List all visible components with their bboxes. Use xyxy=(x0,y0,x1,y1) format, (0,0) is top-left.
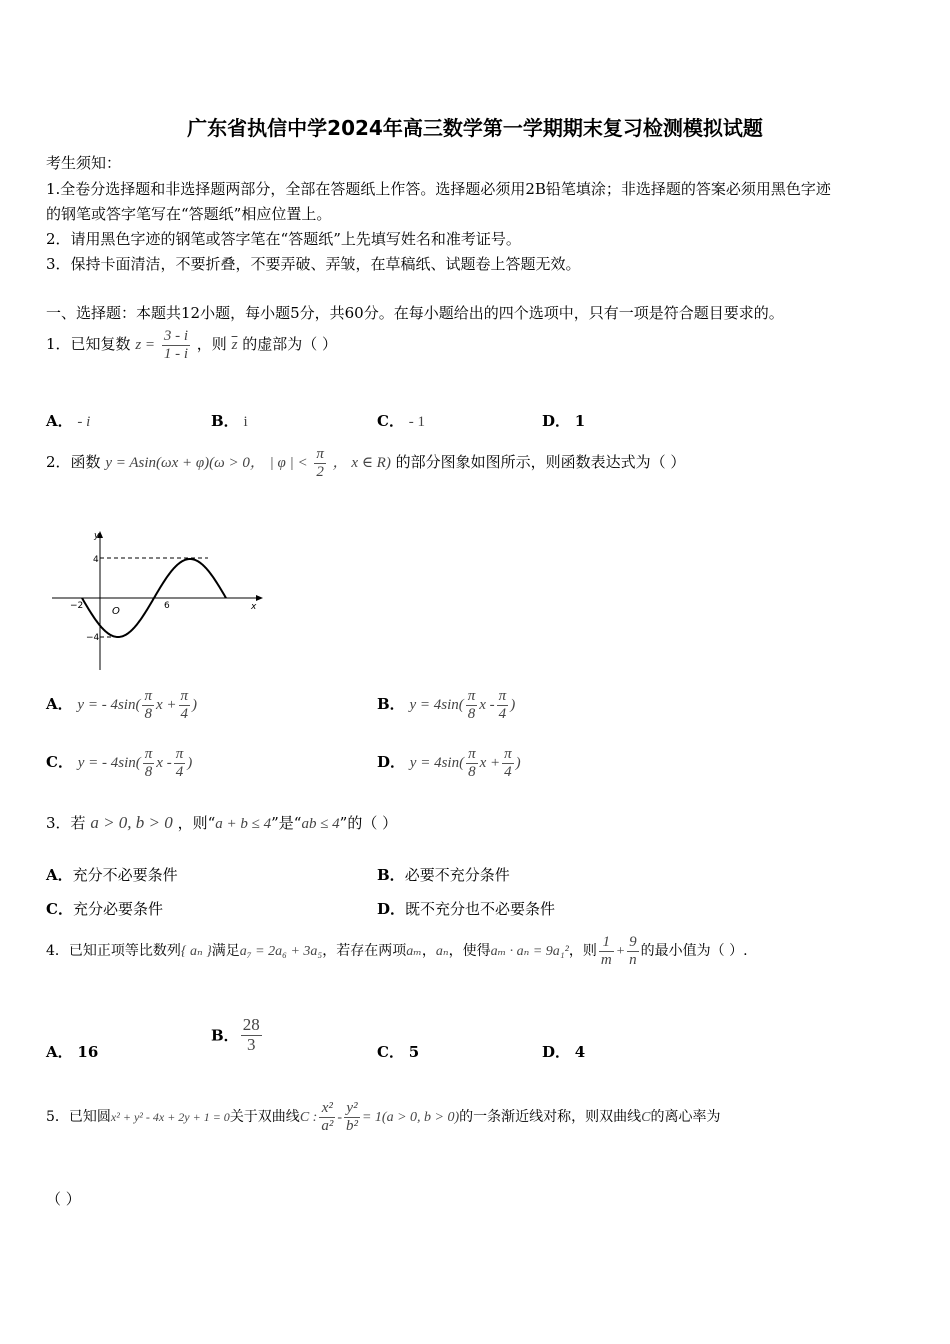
tick-neg4: −4 xyxy=(86,633,100,643)
q2-option-a[interactable] xyxy=(46,688,197,722)
frac-den: m xyxy=(600,951,612,968)
option-label: D． xyxy=(377,900,406,918)
option-value: - i xyxy=(77,414,91,430)
q5-tail: = 1(a > 0, b > 0) xyxy=(361,1110,460,1125)
option-label: C． xyxy=(46,753,73,771)
frac-den: 4 xyxy=(180,705,188,722)
q2-option-c[interactable] xyxy=(46,746,192,780)
q3-option-d[interactable] xyxy=(377,898,555,919)
q4-option-a[interactable] xyxy=(46,1041,98,1062)
q2-pi: π xyxy=(316,446,324,462)
q2-pi-fraction xyxy=(314,446,326,480)
q1-fraction xyxy=(162,328,190,362)
option-value: 充分不必要条件 xyxy=(72,866,178,884)
frac-num: π xyxy=(504,746,512,762)
q3-suffix: ”的（ ） xyxy=(339,814,398,832)
option-label: D． xyxy=(377,753,406,771)
q4-frac2 xyxy=(627,934,639,968)
y-axis-label: y xyxy=(94,531,100,541)
frac-num: y² xyxy=(344,1100,360,1118)
frac-num: π xyxy=(498,688,507,704)
q1-numerator: 3 - i xyxy=(163,328,188,344)
option-mid: x - xyxy=(479,697,495,713)
option-frac1 xyxy=(466,746,478,780)
q2-prefix: 2．函数 xyxy=(46,453,101,471)
frac-den: 8 xyxy=(468,763,476,780)
option-label: B． xyxy=(211,412,239,430)
option-value: 1 xyxy=(574,412,586,430)
q2-phi: | φ | < xyxy=(269,455,308,471)
q2-xr: ， x ∈ R) xyxy=(332,455,391,471)
q5-cc: C xyxy=(641,1110,651,1125)
option-frac2 xyxy=(502,746,514,780)
q4-prefix: 4．已知正项等比数列 xyxy=(46,943,181,959)
q4-option-b[interactable] xyxy=(211,1016,264,1054)
frac-num: π xyxy=(144,688,152,704)
option-frac1 xyxy=(142,688,154,722)
q2-suffix: 的部分图象如图所示，则函数表达式为（ ） xyxy=(395,453,686,471)
frac-den: n xyxy=(629,951,637,968)
frac-num: π xyxy=(180,688,189,704)
option-label: D． xyxy=(542,412,571,430)
q3-p: a + b ≤ 4 xyxy=(215,816,272,832)
q4-suffix: 的最小值为（ ）. xyxy=(640,943,748,959)
q2-sine-graph xyxy=(50,528,265,673)
option-frac2 xyxy=(174,746,186,780)
q5-answer-blank: （ ） xyxy=(46,1190,81,1208)
option-value: 既不充分也不必要条件 xyxy=(405,900,556,918)
question-4 xyxy=(46,934,748,968)
origin-label: O xyxy=(112,606,120,617)
option-label: B． xyxy=(377,866,405,884)
option-label: A． xyxy=(46,412,73,430)
q3-option-c[interactable] xyxy=(46,898,163,919)
notice-item: 1.全卷分选择题和非选择题两部分，全部在答题纸上作答。选择题必须用2B铅笔填涂；非选择题的答案必须用黑色字迹 xyxy=(46,180,831,198)
option-value: i xyxy=(243,414,248,430)
q3-mid2: ”是“ xyxy=(271,814,302,832)
option-mid: x + xyxy=(155,697,177,713)
question-3 xyxy=(46,812,397,833)
frac-den: 4 xyxy=(175,763,184,780)
frac-den: 4 xyxy=(498,705,507,722)
option-frac2 xyxy=(497,688,509,722)
option-lead: y = 4sin( xyxy=(409,755,465,771)
q1-denominator: 1 - i xyxy=(163,345,188,362)
frac-den: b² xyxy=(345,1117,358,1134)
x-axis-label: x xyxy=(251,602,257,612)
q3-mid1: ，则“ xyxy=(177,814,216,832)
frac-den: 8 xyxy=(467,705,476,722)
option-fraction xyxy=(241,1016,262,1054)
q5-minus: - xyxy=(337,1110,342,1125)
option-label: C． xyxy=(377,412,404,430)
option-label: B． xyxy=(211,1026,239,1045)
tick-neg2: −2 xyxy=(70,601,84,611)
q4-mid1: 满足 xyxy=(211,943,240,959)
notice-item: 3．保持卡面清洁，不要折叠，不要弄破、弄皱，在草稿纸、试题卷上答题无效。 xyxy=(46,255,581,273)
page-title: 广东省执信中学2024年高三数学第一学期期末复习检测模拟试题 xyxy=(187,116,763,140)
q1-mid: ，则 xyxy=(196,335,227,353)
q4-an: aₙ xyxy=(435,944,449,959)
frac-den: 8 xyxy=(144,705,152,722)
q4-am: aₘ xyxy=(406,944,422,959)
section-heading: 一、选择题：本题共12小题，每小题5分，共60分。在每小题给出的四个选项中，只有一项是符合题目要求的。 xyxy=(46,304,784,322)
option-tail: ) xyxy=(510,697,516,713)
frac-den: 4 xyxy=(504,763,512,780)
option-value: 4 xyxy=(574,1043,586,1061)
q3-option-a[interactable] xyxy=(46,864,178,885)
q2-two: 2 xyxy=(316,463,324,480)
q2-option-d[interactable] xyxy=(377,746,521,780)
frac-num: π xyxy=(468,746,476,762)
option-lead: y = - 4sin( xyxy=(77,755,141,771)
option-frac1 xyxy=(466,688,478,722)
q1-z-eq: z = xyxy=(135,337,156,353)
frac-num: π xyxy=(144,746,153,762)
tick-4: 4 xyxy=(93,555,99,565)
notice-item: 2．请用黑色字迹的钢笔或答字笔在“答题纸”上先填写姓名和准考证号。 xyxy=(46,230,521,248)
frac-den: 3 xyxy=(246,1034,256,1054)
option-label: B． xyxy=(377,695,405,713)
option-frac2 xyxy=(179,688,191,722)
option-tail: ) xyxy=(515,755,521,771)
q5-suffix: 的离心率为 xyxy=(650,1109,721,1125)
q4-option-c[interactable] xyxy=(377,1041,419,1062)
frac-num: x² xyxy=(319,1100,335,1118)
option-tail: ) xyxy=(187,755,193,771)
q2-expr: y = Asin(ωx + φ)(ω > 0， xyxy=(105,455,265,471)
frac-num: 9 xyxy=(629,934,637,950)
option-value: 充分必要条件 xyxy=(72,900,163,918)
option-value: 16 xyxy=(77,1043,99,1061)
frac-den: a² xyxy=(321,1117,334,1134)
q1-option-d[interactable] xyxy=(542,410,585,431)
q5-prefix: 5．已知圆 xyxy=(46,1109,111,1125)
notice-heading: 考生须知： xyxy=(46,154,122,172)
q1-suffix: 的虚部为（ ） xyxy=(242,335,337,353)
q1-option-a[interactable] xyxy=(46,410,90,431)
notice-item: 的钢笔或答字笔写在“答题纸”相应位置上。 xyxy=(46,205,332,223)
q5-frac2 xyxy=(344,1100,360,1134)
frac-den: 8 xyxy=(144,763,153,780)
option-label: A． xyxy=(46,695,73,713)
q5-mid1: 关于双曲线 xyxy=(229,1109,300,1125)
option-value: - 1 xyxy=(408,414,425,430)
option-label: A． xyxy=(46,1043,73,1061)
q4-mid3: ，使得 xyxy=(448,943,491,959)
q5-c: C : xyxy=(299,1110,318,1125)
option-mid: x + xyxy=(479,755,501,771)
q5-frac1 xyxy=(319,1100,335,1134)
tick-6: 6 xyxy=(164,601,170,611)
option-lead: y = 4sin( xyxy=(409,697,464,713)
option-frac1 xyxy=(143,746,155,780)
q5-circle: x² + y² - 4x + 2y + 1 = 0 xyxy=(110,1110,230,1124)
q2-option-b[interactable] xyxy=(377,688,515,722)
q5-mid2: 的一条渐近线对称，则双曲线 xyxy=(459,1109,642,1125)
option-label: C． xyxy=(377,1043,404,1061)
option-tail: ) xyxy=(192,697,198,713)
option-lead: y = - 4sin( xyxy=(77,697,141,713)
option-label: D． xyxy=(542,1043,571,1061)
question-1 xyxy=(46,328,337,362)
q4-frac1 xyxy=(599,934,614,968)
q4-mid2: ，若存在两项 xyxy=(322,943,407,959)
frac-num: π xyxy=(467,688,476,704)
q4-seq: { aₙ } xyxy=(180,944,212,959)
q3-cond: a > 0, b > 0 xyxy=(90,813,173,832)
q4-cond: a₇ = 2a₆ + 3a₅ xyxy=(239,944,323,959)
q4-option-d[interactable] xyxy=(542,1041,585,1062)
q4-comma: ， xyxy=(421,943,436,959)
q1-zbar: $\overline{z}$ xyxy=(231,337,238,353)
q3-q: ab ≤ 4 xyxy=(301,816,340,832)
option-mid: x - xyxy=(156,755,172,771)
q1-prefix: 1．已知复数 xyxy=(46,335,131,353)
q1-option-c[interactable] xyxy=(377,410,425,431)
option-label: C． xyxy=(46,900,73,918)
frac-num: 1 xyxy=(599,934,614,952)
frac-num: 28 xyxy=(242,1015,260,1034)
option-label: A． xyxy=(46,866,73,884)
question-2 xyxy=(46,446,685,480)
q3-option-b[interactable] xyxy=(377,864,510,885)
q4-prod: aₘ · aₙ = 9a₁² xyxy=(490,944,569,959)
x-axis-arrow xyxy=(256,595,263,601)
question-5 xyxy=(46,1100,721,1134)
frac-num: π xyxy=(175,746,184,762)
option-value: 必要不充分条件 xyxy=(404,866,510,884)
q4-plus: + xyxy=(615,944,626,959)
q4-mid4: ，则 xyxy=(568,943,597,959)
q1-option-b[interactable] xyxy=(211,410,248,431)
option-value: 5 xyxy=(408,1043,420,1061)
q3-prefix: 3．若 xyxy=(46,814,86,832)
